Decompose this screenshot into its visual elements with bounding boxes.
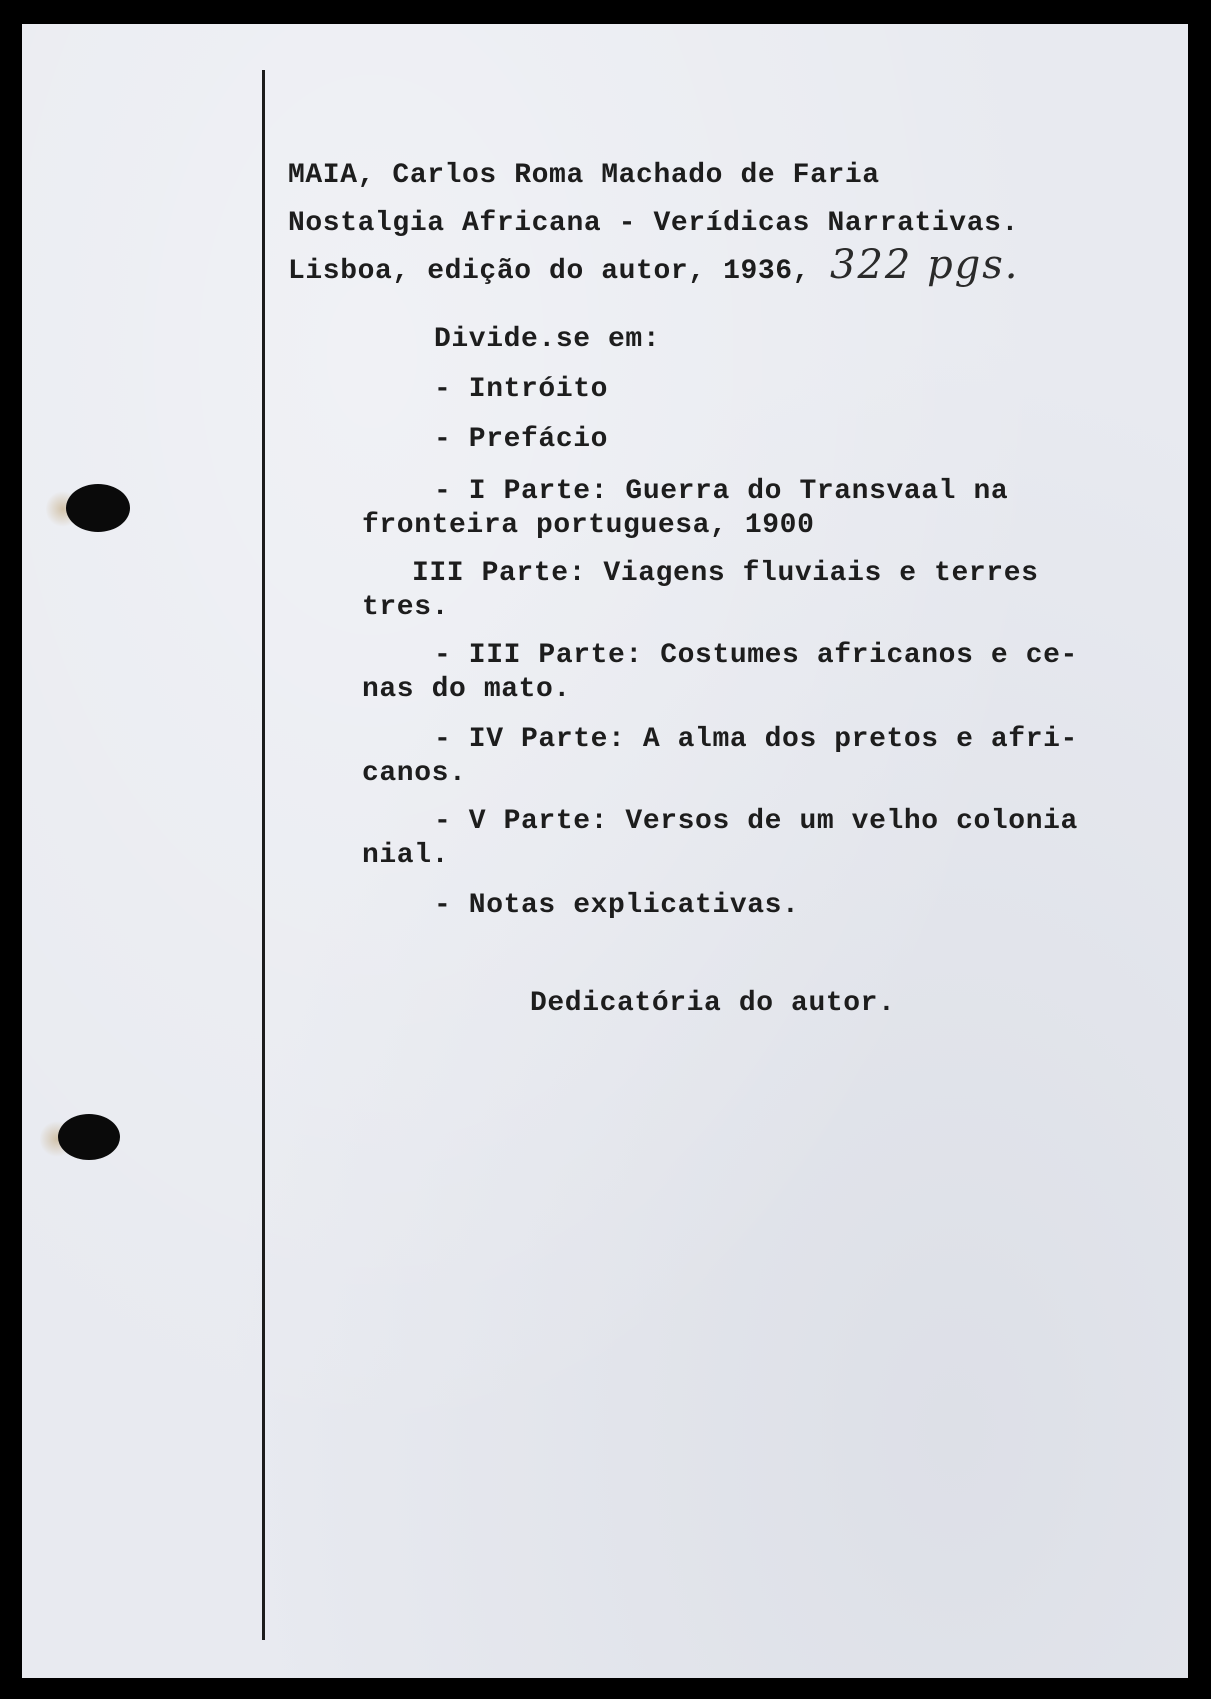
contents-item-continuation: canos. [362, 758, 467, 789]
author-line: MAIA, Carlos Roma Machado de Faria [288, 160, 880, 191]
imprint-line: Lisboa, edição do autor, 1936, [288, 256, 811, 287]
punch-hole-bottom [58, 1114, 120, 1160]
contents-item: III Parte: Viagens fluviais e terres [412, 558, 1039, 589]
contents-item: - V Parte: Versos de um velho colonia [434, 806, 1078, 837]
dedication-note: Dedicatória do autor. [530, 988, 896, 1019]
margin-line [262, 70, 265, 1640]
contents-item-continuation: nial. [362, 840, 450, 871]
contents-item: - I Parte: Guerra do Transvaal na [434, 476, 1009, 507]
paper-sheet [22, 24, 1188, 1678]
contents-item-continuation: tres. [362, 592, 450, 623]
contents-item: - IV Parte: A alma dos pretos e afri- [434, 724, 1078, 755]
contents-item-continuation: fronteira portuguesa, 1900 [362, 510, 815, 541]
contents-item-continuation: nas do mato. [362, 674, 571, 705]
contents-intro: Divide.se em: [434, 324, 661, 355]
title-line: Nostalgia Africana - Verídicas Narrativas. [288, 208, 1019, 239]
contents-item: - Notas explicativas. [434, 890, 800, 921]
punch-hole-top [66, 484, 130, 532]
contents-item: - Intróito [434, 374, 609, 405]
contents-item: - Prefácio [434, 424, 609, 455]
handwritten-page-count: 322 pgs. [830, 242, 1020, 288]
contents-item: - III Parte: Costumes africanos e ce- [434, 640, 1078, 671]
